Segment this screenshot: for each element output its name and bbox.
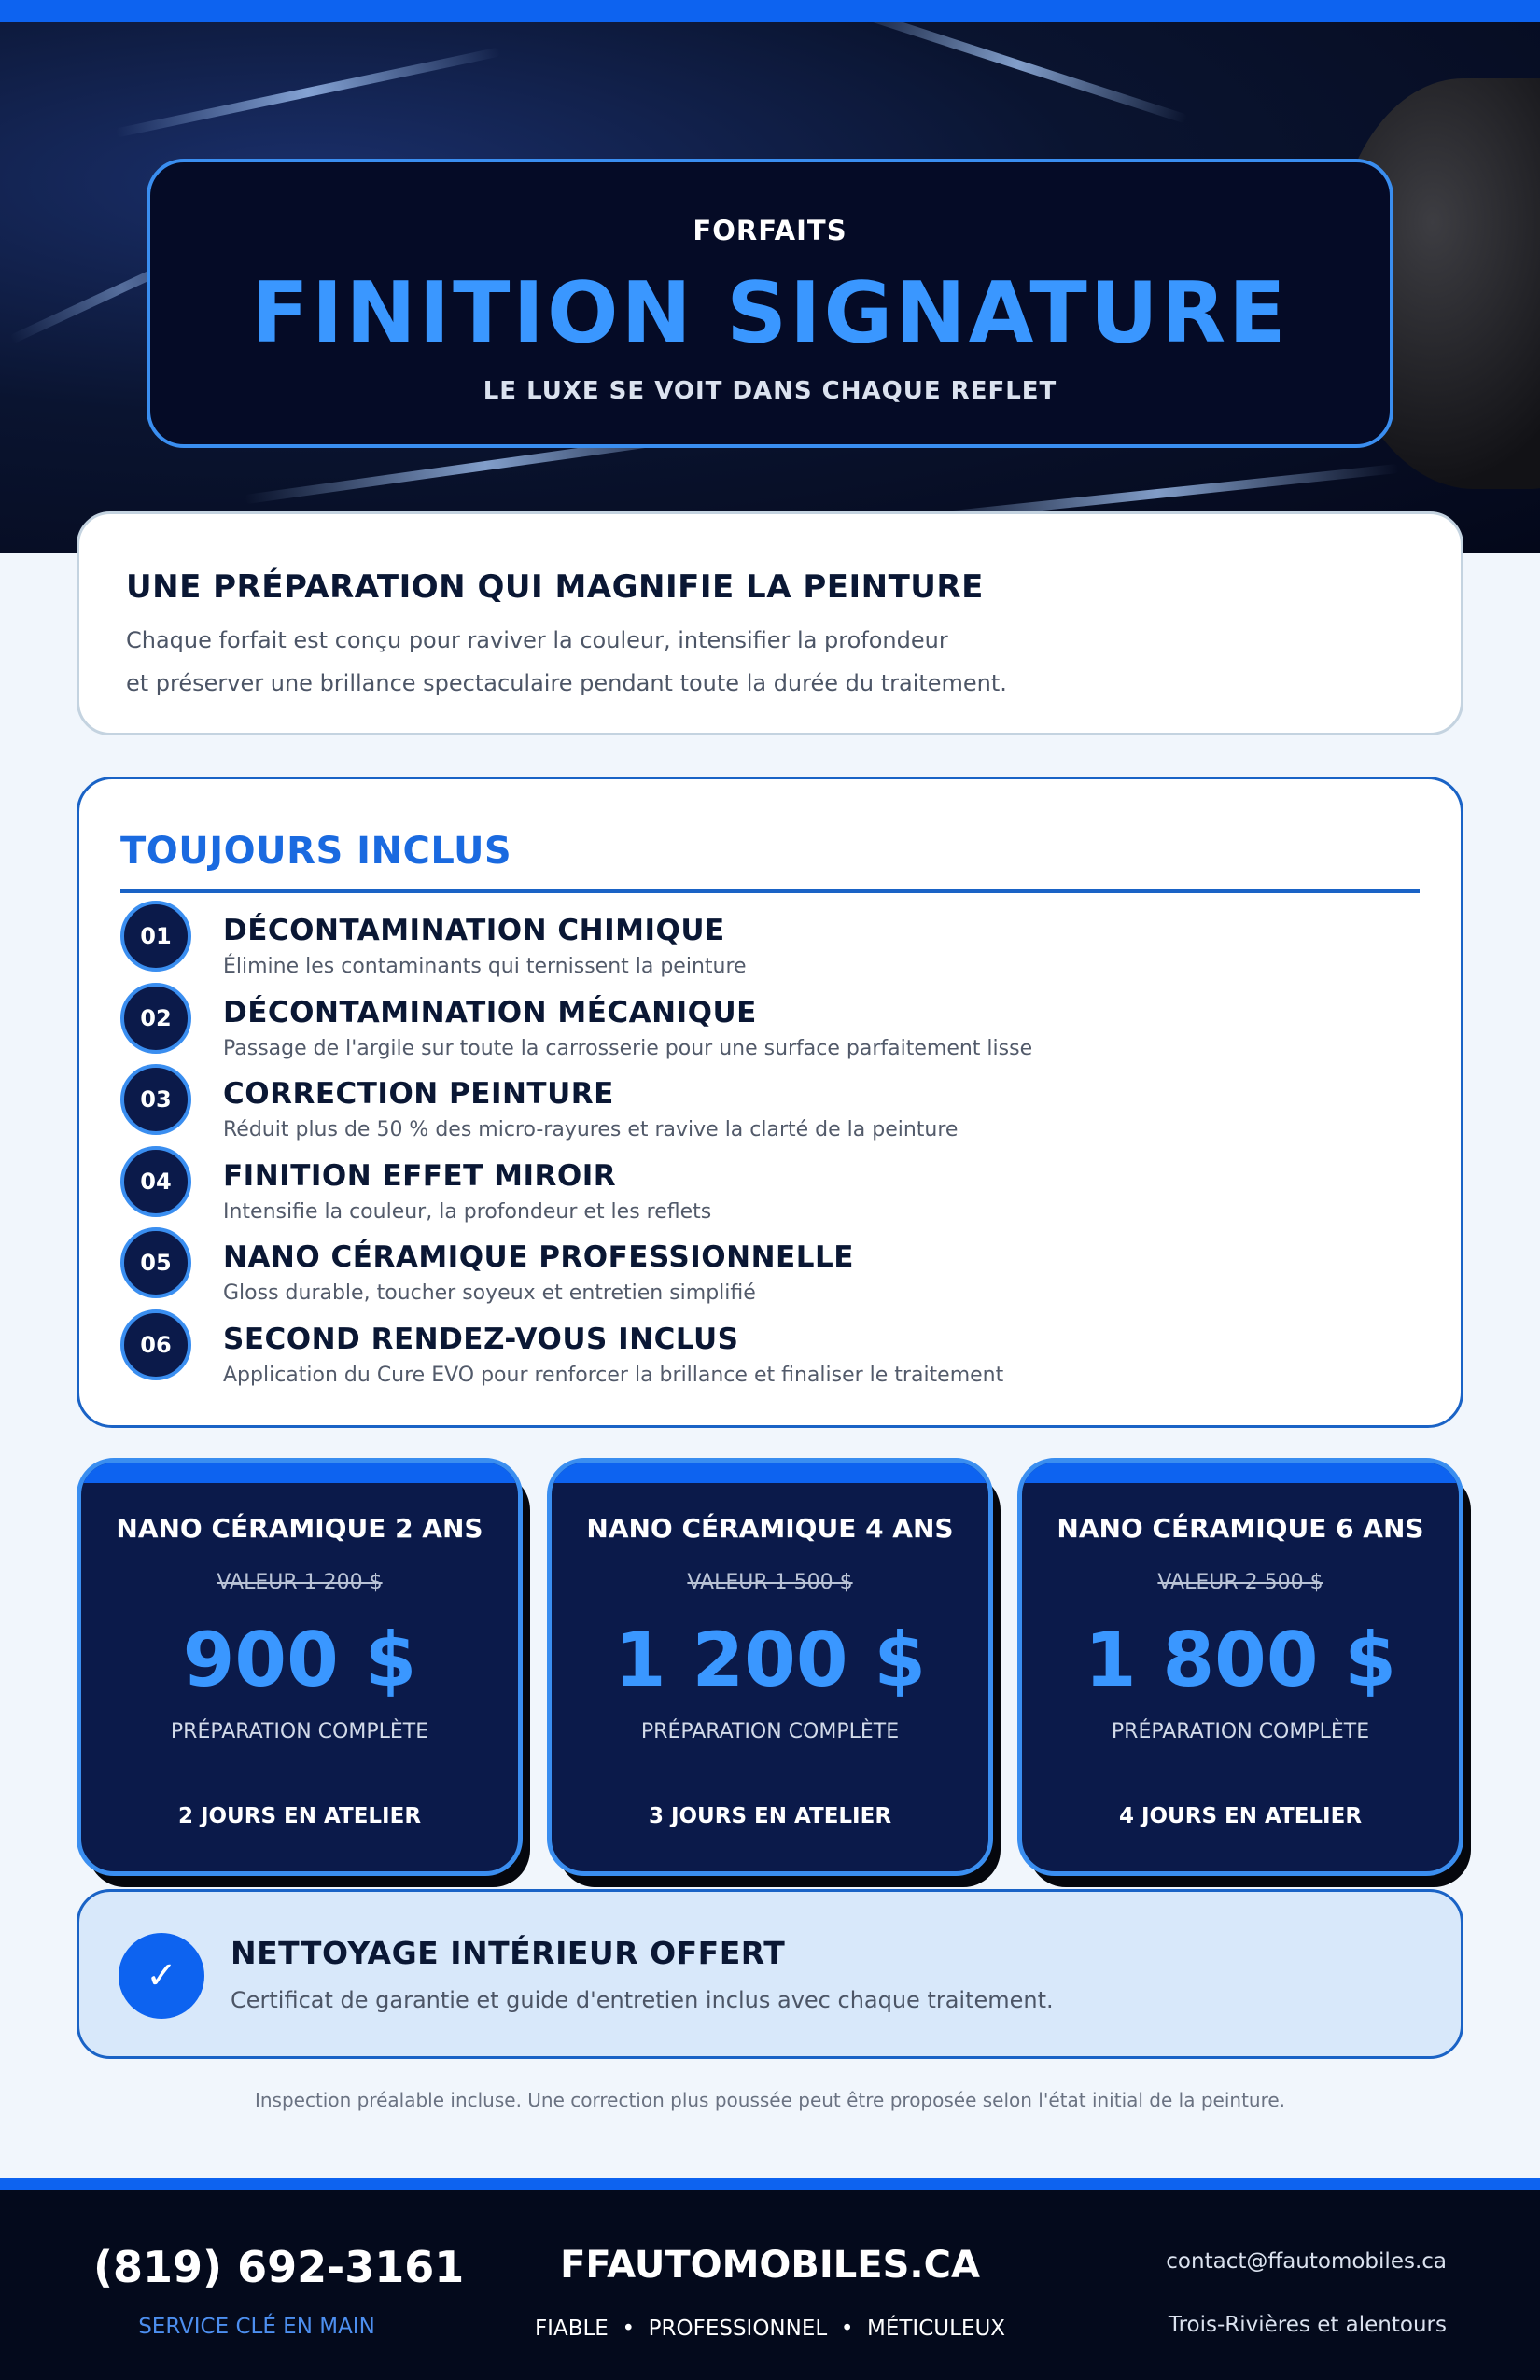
package-card-6-years [1017,1458,1465,1887]
website-link[interactable]: FFAUTOMOBILES.CA [560,2244,980,2287]
included-item [120,1064,1420,1146]
intro-heading: UNE PRÉPARATION QUI MAGNIFIE LA PEINTURE [126,568,984,606]
fine-print: Inspection préalable incluse. Une correction plus poussée peut être proposée selon l'état initial de la peinture. [254,2089,1286,2111]
offer-title: NETTOYAGE INTÉRIEUR OFFERT [231,1935,786,1971]
email-link[interactable]: contact@ffautomobiles.ca [1166,2249,1447,2274]
intro-card [77,511,1463,735]
card-accent [1022,1463,1459,1483]
footer [0,2190,1540,2380]
tagline: FIABLE • PROFESSIONNEL • MÉTICULEUX [534,2317,1006,2341]
included-section [77,777,1463,1428]
package-original-value: VALEUR 2 500 $ [1157,1571,1323,1594]
included-item [120,1146,1420,1228]
package-duration: 4 JOURS EN ATELIER [1118,1804,1363,1828]
item-title: NANO CÉRAMIQUE PROFESSIONNELLE [223,1240,854,1275]
package-prep: PRÉPARATION COMPLÈTE [1111,1720,1370,1743]
intro-text [126,619,1461,705]
item-description: Intensifie la couleur, la profondeur et les reflets [223,1199,712,1224]
step-number-badge: 03 [120,1064,191,1135]
header-kicker: FORFAITS [693,215,847,246]
package-price: 1 800 $ [1084,1617,1397,1703]
service-label: SERVICE CLÉ EN MAIN [138,2315,375,2339]
title-panel [147,159,1393,448]
header-subtitle: LE LUXE SE VOIT DANS CHAQUE REFLET [483,377,1057,405]
card-accent [81,1463,518,1483]
package-original-value: VALEUR 1 500 $ [687,1571,853,1594]
top-accent-bar [0,0,1540,22]
item-title: FINITION EFFET MIROIR [223,1158,617,1193]
card-accent [552,1463,988,1483]
package-name: NANO CÉRAMIQUE 4 ANS [586,1513,954,1544]
service-area: Trois-Rivières et alentours [1168,2313,1447,2337]
package-name: NANO CÉRAMIQUE 2 ANS [116,1513,483,1544]
item-description: Élimine les contaminants qui ternissent la peinture [223,955,747,978]
intro-line-1: Chaque forfait est conçu pour raviver la couleur, intensifier la profondeur [126,627,948,653]
item-title: CORRECTION PEINTURE [223,1077,614,1112]
item-title: SECOND RENDEZ-VOUS INCLUS [223,1322,739,1356]
offer-text: Certificat de garantie et guide d'entretien inclus avec chaque traitement. [231,1987,1054,2013]
step-number-badge: 01 [120,901,191,972]
package-card-4-years [547,1458,995,1887]
package-price: 1 200 $ [613,1617,927,1703]
included-item [120,1309,1420,1392]
package-prep: PRÉPARATION COMPLÈTE [170,1720,429,1743]
interior-cleaning-offer [77,1889,1463,2059]
included-heading: TOUJOURS INCLUS [120,830,512,873]
package-name: NANO CÉRAMIQUE 6 ANS [1057,1513,1424,1544]
footer-accent-bar [0,2178,1540,2190]
step-number-badge: 02 [120,983,191,1054]
item-description: Application du Cure EVO pour renforcer la brillance et finaliser le traitement [223,1363,1004,1387]
item-title: DÉCONTAMINATION CHIMIQUE [223,914,725,947]
checkmark-icon: ✓ [119,1933,204,2019]
step-number-badge: 06 [120,1309,191,1380]
package-duration: 2 JOURS EN ATELIER [177,1804,422,1828]
included-item [120,901,1420,983]
package-duration: 3 JOURS EN ATELIER [648,1804,892,1828]
package-original-value: VALEUR 1 200 $ [217,1571,383,1594]
phone-number[interactable]: (819) 692-3161 [93,2242,465,2292]
divider [120,889,1420,893]
page-title: FINITION SIGNATURE [251,264,1289,362]
step-number-badge: 04 [120,1146,191,1217]
package-prep: PRÉPARATION COMPLÈTE [640,1720,900,1743]
item-description: Passage de l'argile sur toute la carrosserie pour une surface parfaitement lisse [223,1036,1033,1060]
item-description: Gloss durable, toucher soyeux et entretien simplifié [223,1281,756,1306]
package-card-2-years [77,1458,525,1887]
step-number-badge: 05 [120,1227,191,1298]
included-item [120,983,1420,1065]
intro-line-2: et préserver une brillance spectaculaire pendant toute la durée du traitement. [126,670,1007,696]
package-price: 900 $ [182,1617,417,1703]
item-title: DÉCONTAMINATION MÉCANIQUE [223,995,757,1029]
included-item [120,1227,1420,1309]
item-description: Réduit plus de 50 % des micro-rayures et ravive la clarté de la peinture [223,1118,959,1142]
